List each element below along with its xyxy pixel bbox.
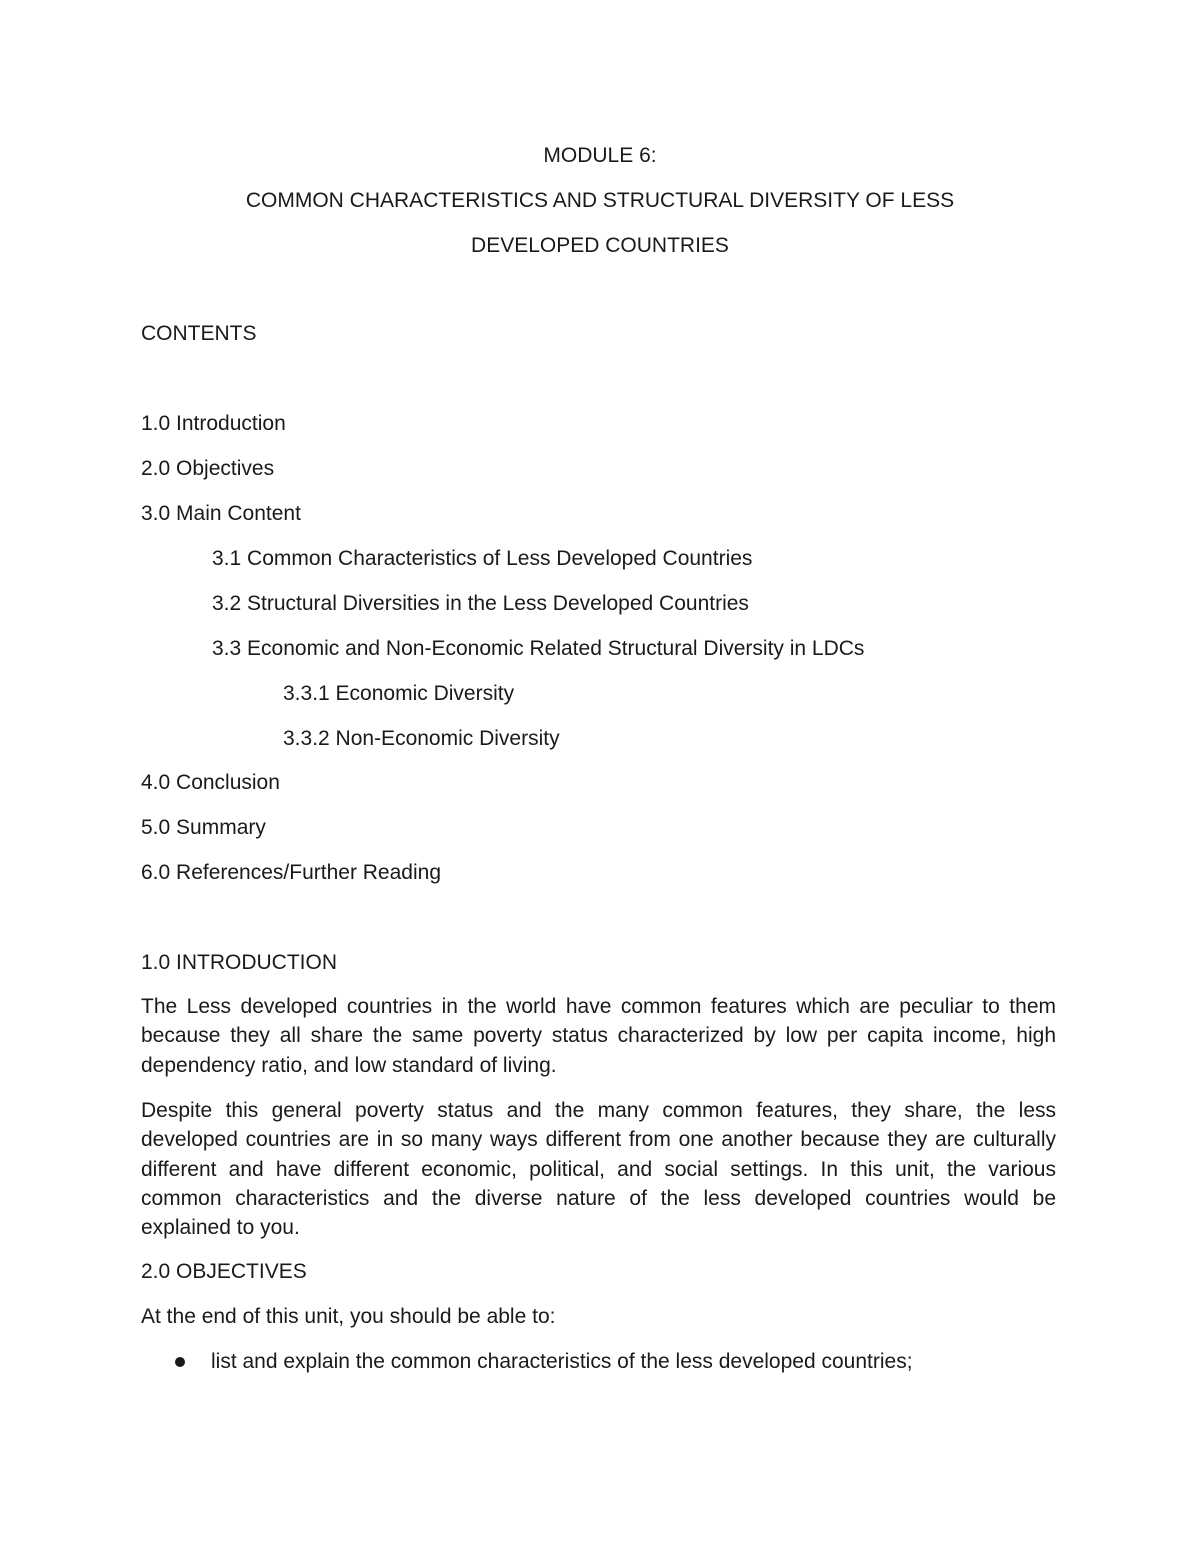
toc-subsubitem: 3.3.1 Economic Diversity <box>283 682 515 705</box>
toc-subitem: 3.3 Economic and Non-Economic Related Structural Diversity in LDCs <box>212 637 865 660</box>
toc-item: 6.0 References/Further Reading <box>141 861 441 884</box>
toc-subitem: 3.2 Structural Diversities in the Less Developed Countries <box>212 592 749 615</box>
toc-item: 4.0 Conclusion <box>141 771 280 794</box>
toc-subsubitem: 3.3.2 Non-Economic Diversity <box>283 727 560 750</box>
toc-subitem: 3.1 Common Characteristics of Less Developed Countries <box>212 547 753 570</box>
introduction-paragraph-1: The Less developed countries in the world have common features which are peculiar to them because they all share the same poverty status characterized by low per capita income, high dependency ratio, and low standard of living. <box>141 995 1056 1077</box>
introduction-paragraph-2: Despite this general poverty status and the many common features, they share, the less developed countries are in so many ways different from one another because they are culturally different and have different economic, political, and social settings. In this unit, the various common characteristics and the diverse nature of the less developed countries would be explained to you. <box>141 1099 1056 1240</box>
toc-item: 1.0 Introduction <box>141 412 286 435</box>
document-title-line-2: DEVELOPED COUNTRIES <box>471 234 729 257</box>
objectives-heading: 2.0 OBJECTIVES <box>141 1260 307 1283</box>
module-title: MODULE 6: <box>543 144 657 167</box>
toc-item: 2.0 Objectives <box>141 457 275 480</box>
introduction-heading: 1.0 INTRODUCTION <box>141 951 338 974</box>
contents-heading: CONTENTS <box>141 322 257 345</box>
objectives-intro: At the end of this unit, you should be able to: <box>141 1305 556 1328</box>
list-item-text: list and explain the common characteristics of the less developed countries; <box>211 1350 913 1373</box>
toc-item: 3.0 Main Content <box>141 502 301 525</box>
document-title-line-1: COMMON CHARACTERISTICS AND STRUCTURAL DIVERSITY OF LESS <box>245 189 955 212</box>
toc-item: 5.0 Summary <box>141 816 266 839</box>
bullet-icon <box>175 1357 185 1367</box>
